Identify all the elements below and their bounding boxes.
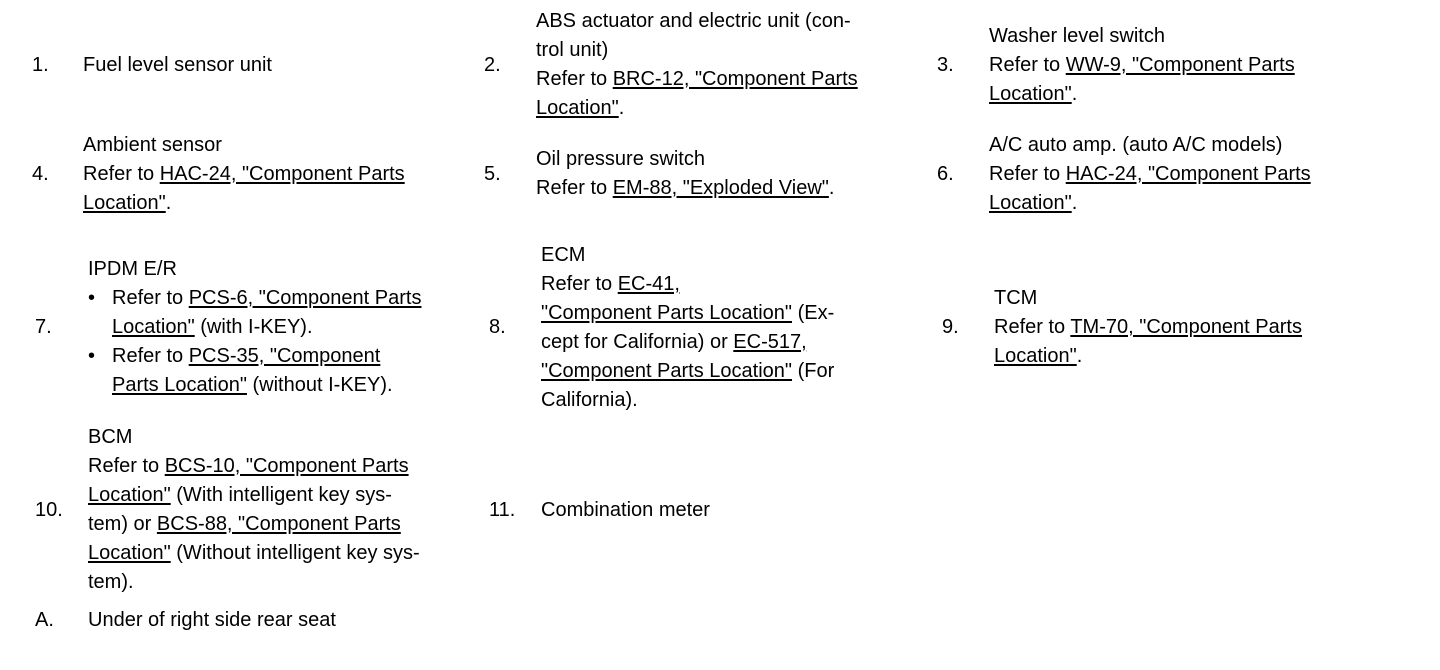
bcs-10-link-cont[interactable]: Location" (88, 484, 171, 506)
item-number: 8. (489, 316, 506, 338)
item-text: BCM Refer to BCS-10, "Component Parts Location" (With intelligent key sys- tem) or BCS-88, "Component Parts Location" (Without intelligent key sys- tem). (88, 426, 420, 593)
item-number: 10. (35, 498, 63, 521)
item-number: 11. (489, 498, 516, 521)
bullet-item: • Refer to PCS-6, "Component Parts Location" (with I-KEY). (88, 284, 421, 342)
pcs-35-link[interactable]: PCS-35, "Component (188, 345, 381, 367)
tm-70-link-cont[interactable]: Location" (994, 345, 1077, 367)
hac-24-link[interactable]: HAC-24, "Component Parts (159, 162, 405, 185)
item-text: Fuel level sensor unit (83, 53, 272, 76)
item-text: IPDM E/R • Refer to PCS-6, "Component Parts Location" (with I-KEY). • Refer to PCS-35, "Component Parts Location" (without I-KEY). (88, 255, 421, 400)
item-number: 5. (484, 162, 501, 185)
item-number: 1. (32, 53, 49, 76)
item-text: ECM Refer to EC-41, "Component Parts Location" (Ex- cept for California) or EC-517, "Component Parts Location" (For California). (541, 243, 835, 411)
bcs-10-link[interactable]: BCS-10, "Component Parts (164, 455, 409, 477)
item-number: 7. (35, 316, 52, 338)
brc-12-link-cont[interactable]: Location" (536, 97, 619, 119)
legend-item-9 (942, 240, 1402, 415)
hac-24-link-cont[interactable]: Location" (83, 191, 166, 214)
bullet-icon: • (88, 345, 96, 367)
legend-item-11 (489, 422, 934, 598)
item-text: Washer level switch Refer to WW-9, "Component Parts Location". (989, 24, 1295, 105)
pcs-6-link[interactable]: PCS-6, "Component Parts (188, 287, 422, 309)
em-88-link[interactable]: EM-88, "Exploded View" (612, 177, 829, 199)
item-number: 3. (937, 53, 954, 76)
bcs-88-link[interactable]: BCS-88, "Component Parts (156, 513, 401, 535)
hac-24-link-cont[interactable]: Location" (989, 191, 1072, 214)
tm-70-link[interactable]: TM-70, "Component Parts (1070, 316, 1302, 338)
item-number: 6. (937, 162, 954, 185)
legend-item-10 (35, 422, 480, 598)
item-text: A/C auto amp. (auto A/C models) Refer to HAC-24, "Component Parts Location". (989, 133, 1311, 214)
item-text: Combination meter (541, 498, 710, 521)
bcs-88-link-cont[interactable]: Location" (88, 542, 171, 564)
pcs-6-link-cont[interactable]: Location" (112, 316, 195, 338)
ec-517-link[interactable]: EC-517, (733, 330, 807, 353)
ww-9-link[interactable]: WW-9, "Component Parts (1065, 53, 1295, 76)
legend-item-4 (32, 130, 472, 218)
item-text: TCM Refer to TM-70, "Component Parts Location". (994, 287, 1302, 367)
legend-item-2 (484, 0, 934, 130)
ww-9-link-cont[interactable]: Location" (989, 82, 1072, 105)
ec-41-link[interactable]: EC-41, (617, 272, 680, 295)
legend-item-8 (489, 240, 934, 415)
hac-24-link[interactable]: HAC-24, "Component Parts (1065, 162, 1311, 185)
pcs-35-link-cont[interactable]: Parts Location" (112, 374, 247, 396)
ec-517-link-cont[interactable]: "Component Parts Location" (541, 359, 793, 382)
item-number: A. (35, 608, 54, 631)
legend-item-3 (937, 0, 1397, 130)
bullet-item: • Refer to PCS-35, "Component Parts Location" (without I-KEY). (88, 342, 421, 400)
item-number: 2. (484, 53, 501, 76)
item-number: 9. (942, 316, 959, 338)
legend-item-5 (484, 130, 934, 218)
item-text: Oil pressure switch Refer to EM-88, "Exploded View". (536, 148, 835, 199)
bullet-icon: • (88, 287, 96, 309)
brc-12-link[interactable]: BRC-12, "Component Parts (612, 68, 858, 90)
item-number: 4. (32, 162, 49, 185)
item-text: Under of right side rear seat (88, 608, 336, 631)
legend-item-6 (937, 130, 1397, 218)
item-text: Ambient sensor Refer to HAC-24, "Component Parts Location". (83, 133, 405, 214)
item-text: ABS actuator and electric unit (con- trol unit) Refer to BRC-12, "Component Parts Location". (536, 10, 858, 119)
legend-item-7 (35, 240, 480, 415)
ec-41-link-cont[interactable]: "Component Parts Location" (541, 301, 793, 324)
legend-item-a (35, 605, 480, 635)
legend-item-1 (32, 0, 452, 130)
